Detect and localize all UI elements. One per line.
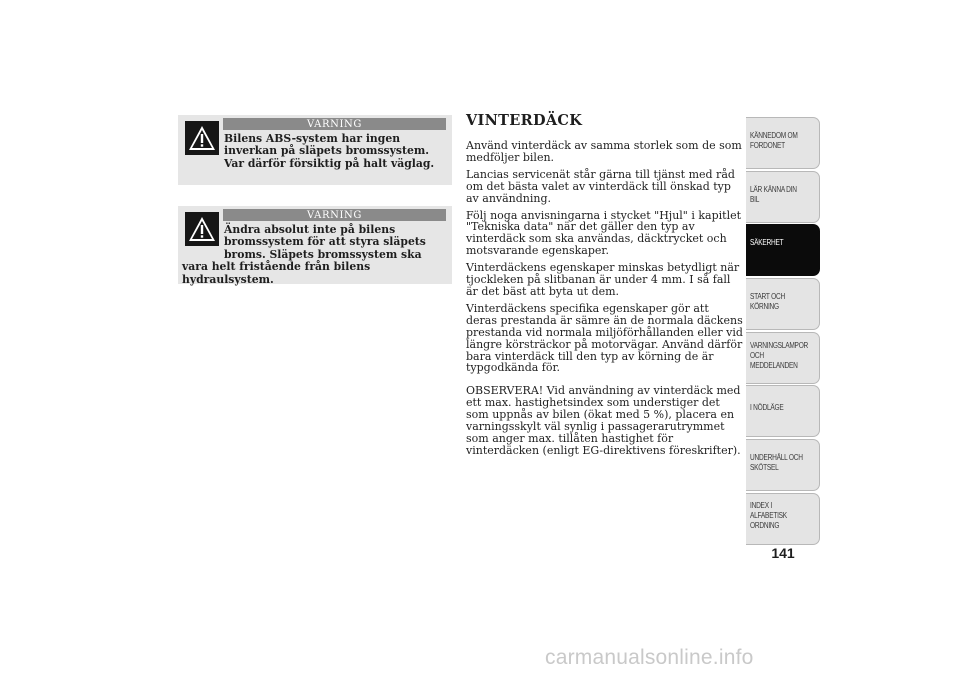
note-paragraph: OBSERVERA! Vid användning av vinterdäck med ett max. hastighetsindex som understiger det som uppnås av bilen (ökat med 5 %), placera en varningsskylt väl synlig i passagerarutrymmet som anger max. tillåten hastighet för vinterdäcken (enligt EG-direktivens föreskrifter).: [466, 384, 741, 457]
main-section: [466, 112, 743, 462]
tab-label: LÄR KÄNNA DIN: [750, 184, 797, 194]
warning-text: Bilens ABS-system har ingen inverkan på släpets bromssystem. Var därför försiktig på halt väglag.: [224, 132, 435, 170]
tab-label: VARNINGSLAMPOR: [750, 340, 809, 350]
watermark: carmanualsonline.info: [545, 646, 754, 669]
section-title: VINTERDÄCK: [466, 112, 583, 129]
warning-box-abs: [178, 115, 452, 185]
paragraph: Vinterdäckens specifika egenskaper gör att deras prestanda är sämre än de normala däckens prestanda vid normala miljöförhållanden eller vid längre körsträckor på motorvägar. Använd därför bara vinterdäck till den typ av körning de är typgodkända för.: [466, 301, 743, 375]
tab-label: SKÖTSEL: [750, 463, 779, 473]
tab-lar-kanna-din-bil[interactable]: [746, 171, 820, 223]
tab-label: INDEX I: [750, 500, 772, 510]
warning-box-brakes: [178, 206, 452, 284]
tab-label: FORDONET: [750, 141, 785, 150]
paragraph: Använd vinterdäck av samma storlek som de som medföljer bilen.: [466, 139, 742, 164]
tab-label: ALFABETISK: [750, 510, 787, 520]
tab-label: SÄKERHET: [750, 238, 784, 248]
tab-label: START OCH: [750, 292, 785, 302]
tab-kannedom-om-fordonet[interactable]: [746, 117, 820, 169]
warning-text: Ändra absolut inte på bilens bromssystem för att styra släpets broms. Släpets bromssystem ska vara helt fristående från bilens hydraulsystem.: [182, 223, 426, 286]
tab-label: KÖRNING: [750, 302, 779, 312]
paragraph: Lancias servicenät står gärna till tjänst med råd om det bästa valet av vinterdäck till önskad typ av användning.: [466, 167, 735, 205]
page-number: 141: [771, 545, 795, 561]
tab-label: KÄNNEDOM OM: [750, 131, 798, 140]
tab-start-och-korning[interactable]: [746, 278, 820, 330]
paragraph: Vinterdäckens egenskaper minskas betydligt när tjockleken på slitbanan är under 4 mm. I så fall är det bäst att byta ut dem.: [466, 261, 740, 298]
chapter-tabs: [746, 117, 820, 547]
tab-label: ORDNING: [750, 520, 780, 530]
warning-header: VARNING: [223, 118, 446, 130]
tab-label: MEDDELANDEN: [750, 360, 798, 370]
tab-underhall-och-skotsel[interactable]: [746, 439, 820, 491]
tab-i-nodlage[interactable]: [746, 385, 820, 437]
tab-label: OCH: [750, 350, 764, 360]
warning-header: VARNING: [223, 209, 446, 221]
tab-varningslampor[interactable]: [746, 332, 820, 384]
tab-index-alfabetisk-ordning[interactable]: [746, 493, 820, 545]
paragraph: Följ noga anvisningarna i stycket "Hjul" i kapitlet "Tekniska data" när det gäller den typ av vinterdäck som ska användas, däcktrycket och motsvarande egenskaper.: [466, 208, 742, 258]
tab-sakerhet[interactable]: [746, 224, 820, 276]
tab-label: BIL: [750, 194, 760, 204]
tab-label: I NÖDLÄGE: [750, 403, 784, 413]
tab-label: UNDERHÅLL OCH: [750, 453, 803, 463]
